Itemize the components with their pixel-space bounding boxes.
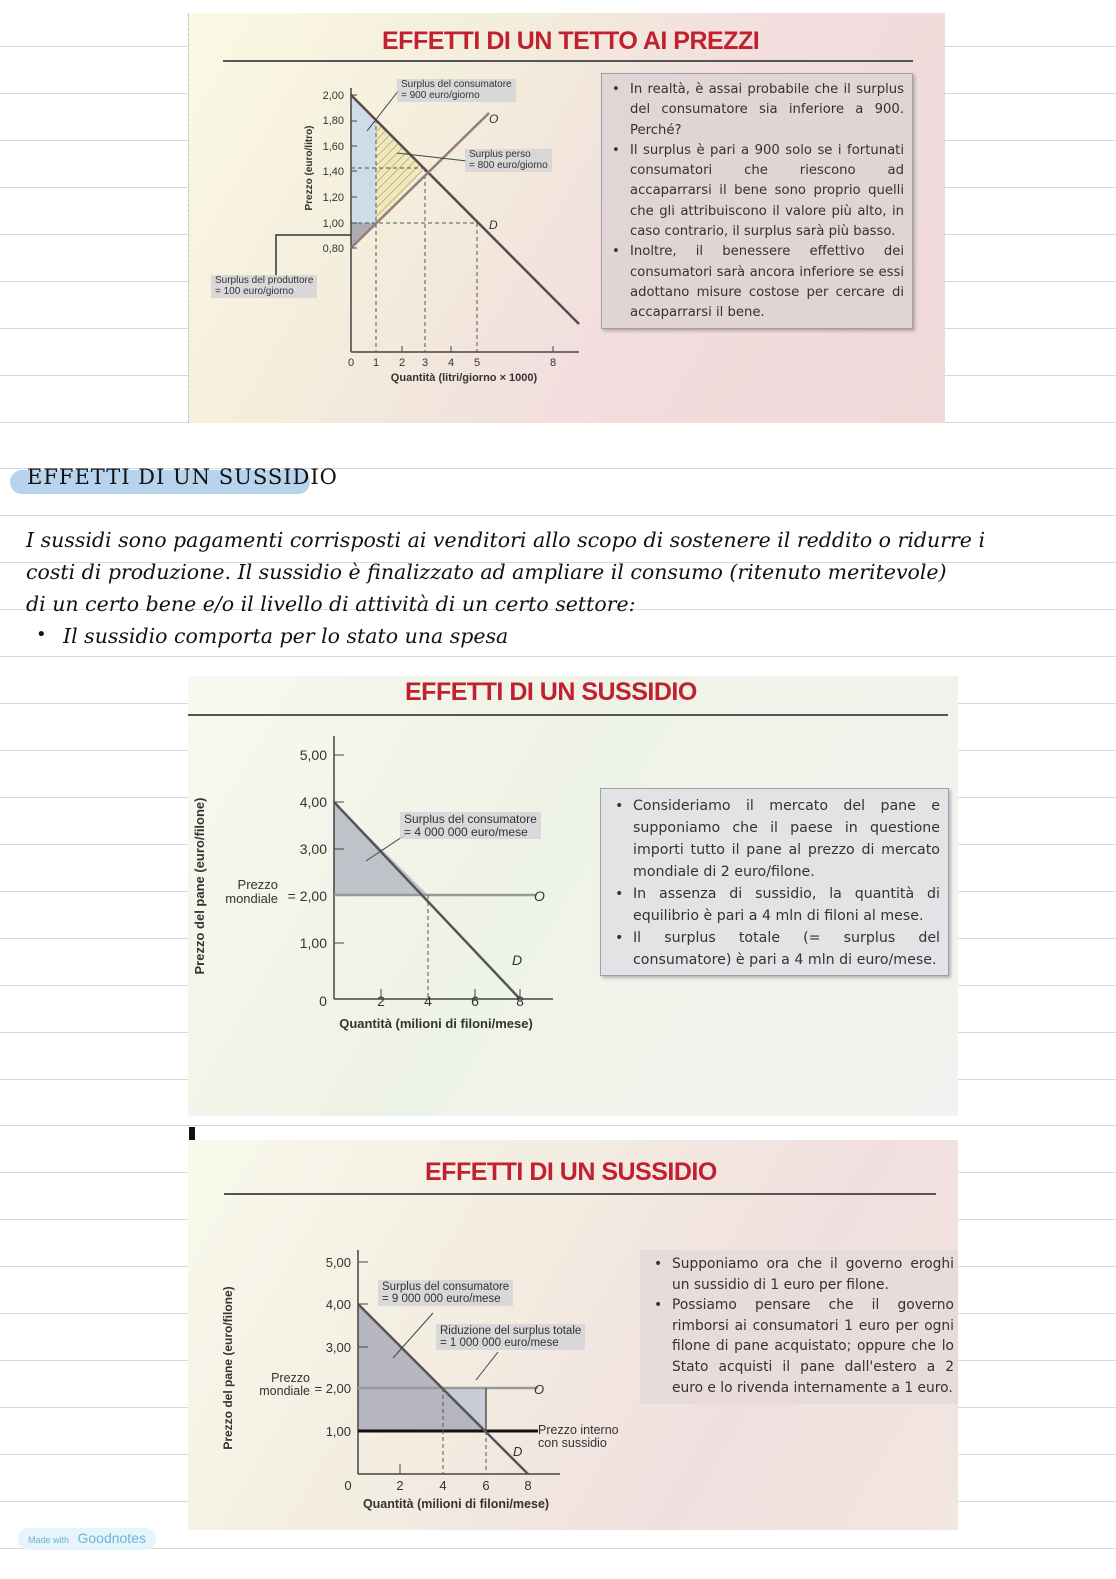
svg-text:Prezzo del pane (euro/filone): Prezzo del pane (euro/filone) [221,1286,235,1450]
svg-text:1,00: 1,00 [322,218,344,230]
svg-text:D: D [489,218,498,232]
svg-text:= 2,00: = 2,00 [314,1381,351,1396]
consumer-surplus-label [397,79,516,102]
svg-text:= 2,00: = 2,00 [287,888,327,904]
svg-text:1,00: 1,00 [325,1424,351,1439]
bullet-item: • In realtà, è assai probabile che il surplus del consumatore sia inferiore a 900. Perché? [630,80,904,141]
slide-subsidy-after [188,1140,958,1530]
svg-text:0,80: 0,80 [322,243,344,255]
slide-title: EFFETTI DI UN SUSSIDIO [405,678,697,706]
annotation-line: Riduzione del surplus totale [440,1325,582,1337]
svg-text:2: 2 [398,357,406,369]
svg-text:4: 4 [439,1478,447,1493]
price-ceiling-chart [189,13,609,413]
annotation-line: = 1 000 000 euro/mese [440,1337,559,1350]
cursor-mark [189,1127,195,1140]
surplus-reduction-label [436,1324,585,1350]
svg-text:1,00: 1,00 [299,935,327,951]
svg-text:1: 1 [372,357,380,369]
svg-text:O: O [489,112,499,126]
svg-text:5,00: 5,00 [299,747,327,763]
svg-text:0: 0 [319,993,327,1009]
svg-text:O: O [534,888,545,904]
slide3-textbox [640,1250,958,1404]
note-line: di un certo bene e/o il livello di attività di un certo settore: [26,592,636,616]
slide-subsidy-before [188,676,958,1116]
annotation-line: = 900 euro/giorno [401,89,480,101]
bullet-item: • In assenza di sussidio, la quantità di equilibrio è pari a 4 mln di filoni al mese. [633,883,940,927]
ruled-line [0,515,1116,516]
annotation-line: Surplus del consumatore [404,812,537,826]
annotation-line: Surplus del consumatore [401,79,512,90]
svg-text:0: 0 [344,1478,352,1493]
world-price-label [244,1371,314,1399]
svg-text:6: 6 [482,1478,490,1493]
svg-text:Quantità (milioni di filoni/me: Quantità (milioni di filoni/mese) [339,1016,533,1031]
note-bullet-marker: • [36,624,47,645]
section-heading: EFFETTI DI UN SUSSIDIO [27,465,338,489]
annotation-line: mondiale [259,1384,310,1399]
bullet-item: • Il surplus totale (= surplus del consumatore) è pari a 4 mln di euro/mese. [633,927,940,971]
annotation-line: con sussidio [538,1436,607,1451]
annotation-line: Prezzo interno [538,1423,619,1437]
lost-surplus-label [465,149,552,172]
svg-text:8: 8 [524,1478,532,1493]
bullet-item: • Possiamo pensare che il governo rimborsi ai consumatori 1 euro per ogni filone di pane acquistato; oppure che lo Stato acquisti il pane dall'estero a 2 euro e lo rivenda internamente a 1 euro. [672,1295,954,1398]
note-line: I sussidi sono pagamenti corrisposti ai venditori allo scopo di sostenere il reddito o ridurre i [26,528,986,552]
ruled-line [0,1125,1116,1126]
svg-text:4,00: 4,00 [325,1297,351,1312]
annotation-line: mondiale [225,890,278,906]
svg-text:5: 5 [473,357,481,369]
svg-text:3,00: 3,00 [325,1340,351,1355]
svg-text:Quantità (milioni di filoni/me: Quantità (milioni di filoni/mese) [362,1497,550,1511]
annotation-line: Surplus del produttore [215,275,314,286]
bullet-item: • Il surplus è pari a 900 solo se i fortunati consumatori che riescono ad accaparrarsi il bene sono proprio quelli che gli attribuiscono il valore più alto, in caso contrario, il surplus sarà più basso. [630,141,904,242]
svg-text:5,00: 5,00 [325,1255,351,1270]
svg-text:Prezzo del pane (euro/filone): Prezzo del pane (euro/filone) [192,797,207,975]
svg-text:1,40: 1,40 [322,166,344,178]
note-bullet: Il sussidio comporta per lo stato una spesa [63,624,509,648]
svg-text:2: 2 [377,993,385,1009]
annotation-line: = 9 000 000 euro/mese [382,1293,501,1306]
annotation-line: Surplus perso [469,149,531,160]
svg-text:8: 8 [516,993,524,1009]
consumer-surplus-label [400,812,541,839]
svg-text:6: 6 [471,993,479,1009]
svg-text:O: O [534,1382,545,1397]
slide-price-ceiling [188,13,945,423]
annotation-line: Prezzo [271,1371,310,1385]
svg-text:D: D [513,1444,523,1459]
producer-surplus-label [211,275,317,298]
slide-title: EFFETTI DI UN SUSSIDIO [425,1158,717,1186]
svg-text:0: 0 [347,357,355,369]
note-line: costi di produzione. Il sussidio è finalizzato ad ampliare il consumo (ritenuto meritevole) [26,560,947,584]
made-with-label: Made with [28,1535,70,1545]
ruled-line [0,656,1116,657]
bullet-item: • Inoltre, il benessere effettivo dei consumatori sarà ancora inferiore se essi adottano misure costose per cercare di accaparrarsi il bene. [630,242,904,323]
svg-text:4: 4 [447,357,455,369]
svg-text:4,00: 4,00 [299,794,327,810]
annotation-line: Surplus del consumatore [382,1281,510,1293]
subsidy-chart-before [188,676,608,1056]
svg-text:3: 3 [421,357,429,369]
svg-text:2: 2 [396,1478,404,1493]
slide-title: EFFETTI DI UN TETTO AI PREZZI [382,27,760,55]
slide2-textbox [600,788,949,976]
annotation-line: = 800 euro/giorno [469,159,548,171]
svg-text:1,60: 1,60 [322,141,344,153]
annotation-line: Prezzo [237,877,278,892]
svg-text:3,00: 3,00 [299,841,327,857]
domestic-price-label [534,1423,623,1451]
brand-label: Goodnotes [77,1530,146,1546]
svg-text:2,00: 2,00 [322,90,344,102]
svg-text:1,80: 1,80 [322,115,344,127]
svg-text:Quantità (litri/giorno × 1000): Quantità (litri/giorno × 1000) [390,372,538,384]
consumer-surplus-label [378,1280,513,1306]
svg-text:D: D [512,952,523,968]
annotation-line: = 4 000 000 euro/mese [404,824,528,839]
annotation-line: = 100 euro/giorno [215,285,294,297]
svg-text:1,20: 1,20 [322,192,344,204]
bullet-item: • Supponiamo ora che il governo eroghi un sussidio di 1 euro per filone. [672,1254,954,1295]
slide1-textbox [601,73,913,329]
svg-text:4: 4 [424,993,432,1009]
world-price-label [212,877,282,906]
svg-text:Prezzo (euro/litro): Prezzo (euro/litro) [304,125,315,211]
svg-text:8: 8 [549,357,557,369]
goodnotes-badge [18,1528,156,1550]
bullet-item: • Consideriamo il mercato del pane e supponiamo che il paese in questione importi tutto il pane al prezzo di mercato mondiale di 2 euro/filone. [633,795,940,883]
ruled-line [0,1548,1116,1549]
